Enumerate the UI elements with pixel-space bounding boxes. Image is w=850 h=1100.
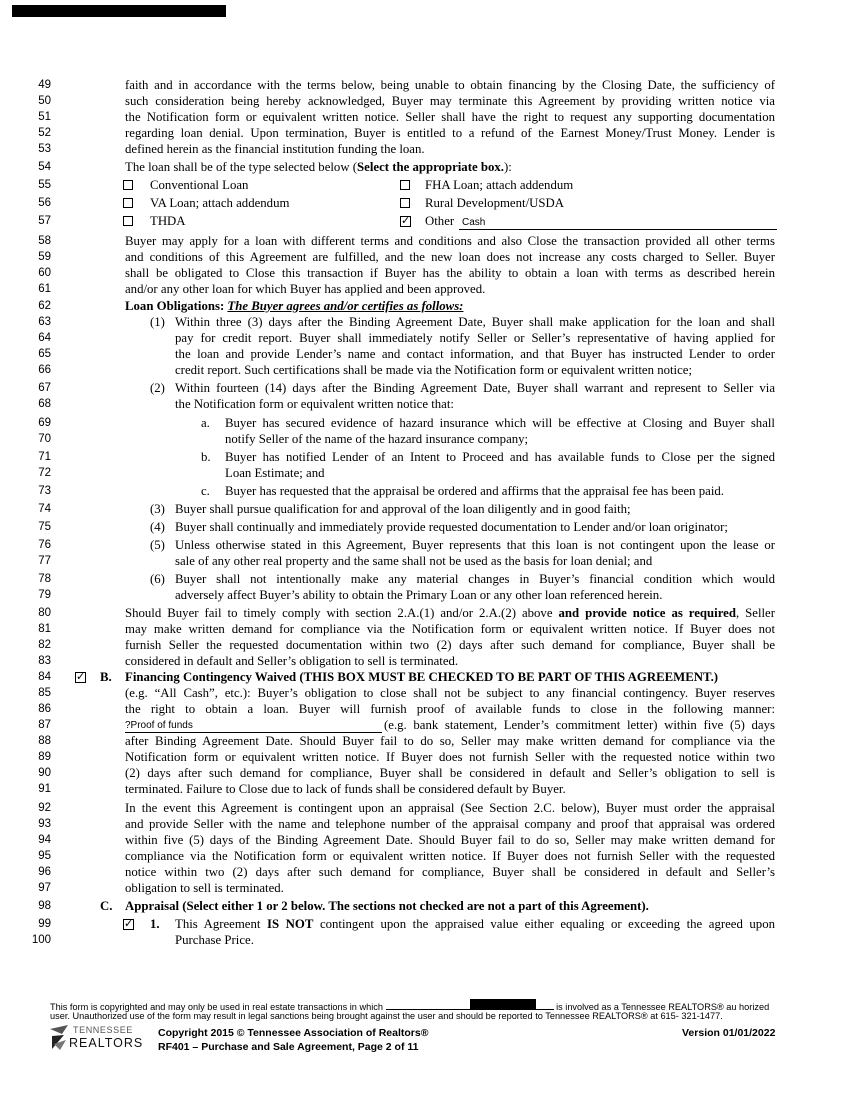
text-line: credit report. Such certifications shall be made via the Notification form or equivalent written notice;	[175, 363, 693, 377]
text-line: (e.g. “All Cash”, etc.): Buyer’s obligation to close shall not be subject to any financial contingency. Buyer reserves	[125, 686, 775, 700]
line-number: 81	[38, 623, 51, 635]
line-number: 80	[38, 607, 51, 619]
text-line: the Notification form or equivalent written notice. Seller shall have the right to request any supporting documentation	[125, 110, 775, 124]
text-line: faith and in accordance with the terms below, being unable to obtain financing by the Closing Date, the sufficiency of	[125, 78, 775, 92]
form-id-text: RF401 – Purchase and Sale Agreement, Page 2 of 11	[158, 1041, 419, 1053]
text-line: Buyer has requested that the appraisal be ordered and affirms that the appraisal fee has been paid.	[225, 484, 724, 498]
footer-notice-line-2: user. Unauthorized use of the form may result in legal sanctions being brought against the user and should be reported to Tennessee REALTORS® at 615- 321-1477.	[50, 1011, 723, 1021]
section-b-title: Financing Contingency Waived (THIS BOX MUST BE CHECKED TO BE PART OF THIS AGREEMENT.)	[125, 670, 719, 684]
text-line: the Notification form or equivalent written notice that:	[175, 397, 454, 411]
fail-comply-bold: and provide notice as required	[558, 606, 736, 620]
text-line: and/or any other loan for which Buyer has applied and been approved.	[125, 282, 486, 296]
rural-development-checkbox[interactable]	[400, 198, 410, 208]
line-number: 74	[38, 503, 51, 515]
line-number: 71	[38, 451, 51, 463]
text-line: Buyer has secured evidence of hazard insurance which will be effective at Closing and Buyer shall	[225, 416, 775, 430]
logo-text-top: TENNESSEE	[73, 1025, 133, 1035]
text-line: notice within two (2) days after such demand for compliance, Buyer shall be considered in default and Seller’s	[125, 865, 775, 879]
text-line: (e.g. bank statement, Lender’s commitment letter) within five (5) days	[384, 718, 775, 732]
text-line: In the event this Agreement is contingent upon an appraisal (See Section 2.C. below), Buyer must order the appraisal	[125, 801, 775, 815]
list-marker: (3)	[150, 502, 165, 516]
text-line: terminated. Failure to Close due to lack of funds shall be considered default by Buyer.	[125, 782, 566, 796]
text-line: Buyer shall not intentionally make any material changes in Buyer’s financial condition which would	[175, 572, 775, 586]
text-line: the loan and provide Lender’s name and contact information, and that Buyer has instructed Lender to order	[175, 347, 775, 361]
thda-label: THDA	[150, 214, 186, 228]
loan-type-intro-bold: Select the appropriate box.	[357, 160, 504, 174]
proof-of-funds-field[interactable]: ?Proof of funds	[125, 720, 193, 731]
text-line: Notification form or equivalent written notice. If Buyer does not furnish Seller with the requested notice within two	[125, 750, 775, 764]
footer-notice-text-b: is involved as a Tennessee REALTORS® au horized	[556, 1002, 770, 1012]
line-number: 83	[38, 655, 51, 667]
line-number: 76	[38, 539, 51, 551]
line-number: 90	[38, 767, 51, 779]
line-number: 94	[38, 834, 51, 846]
line-number: 91	[38, 783, 51, 795]
other-loan-value[interactable]: Cash	[462, 217, 486, 228]
text-line: regarding loan denial. Upon termination, Buyer is entitled to a refund of the Earnest Money/Trust Money. Lender is	[125, 126, 775, 140]
logo-text-bottom: REALTORS	[69, 1036, 144, 1050]
text-line: Buyer may apply for a loan with different terms and conditions and also Close the transaction provided all other terms	[125, 234, 775, 248]
list-marker: (6)	[150, 572, 165, 586]
list-marker: (5)	[150, 538, 165, 552]
line-number: 52	[38, 127, 51, 139]
thda-checkbox[interactable]	[123, 216, 133, 226]
text-line: Buyer has notified Lender of an Intent to Proceed and has available funds to Close per the signed	[225, 450, 775, 464]
line-number: 64	[38, 332, 51, 344]
text-line: defined herein as the financial institution funding the loan.	[125, 142, 425, 156]
redaction-bar-top	[12, 5, 226, 17]
text-line: the right to obtain a loan. Buyer will furnish proof of available funds to close in the following manner:	[125, 702, 775, 716]
list-marker: (4)	[150, 520, 165, 534]
line-number: 92	[38, 802, 51, 814]
line-number: 78	[38, 573, 51, 585]
version-text: Version 01/01/2022	[682, 1027, 776, 1039]
footer-notice-text-a: This form is copyrighted and may only be used in real estate transactions in which	[50, 1002, 383, 1012]
other-loan-label: Other	[425, 214, 455, 228]
text-line: Within three (3) days after the Binding Agreement Date, Buyer shall make application for the loan and shall	[175, 315, 775, 329]
financing-waived-checkbox[interactable]: ✓	[76, 670, 86, 683]
line-number: 62	[38, 300, 51, 312]
text-line: adversely affect Buyer’s ability to obtain the Primary Loan or any other loan referenced herein.	[175, 588, 663, 602]
text-line: may make written demand for compliance via the Notification form or equivalent written notice. If Buyer does not	[125, 622, 775, 636]
conventional-loan-label: Conventional Loan	[150, 178, 249, 192]
section-c-title: Appraisal (Select either 1 or 2 below. The sections not checked are not a part of this Agreement).	[125, 899, 649, 913]
footer-blank-line	[386, 1000, 554, 1010]
text-line: This Agreement IS NOT contingent upon the appraised value either equaling or exceeding the agreed upon	[175, 917, 776, 931]
line-number: 95	[38, 850, 51, 862]
line-number: 61	[38, 283, 51, 295]
line-number: 96	[38, 866, 51, 878]
copyright-text: Copyright 2015 © Tennessee Association of Realtors®	[158, 1027, 429, 1039]
appraisal-option-1-checkbox[interactable]: ✓	[124, 917, 134, 930]
fail-comply-text: Should Buyer fail to timely comply with section 2.A.(1) and/or 2.A.(2) above	[125, 606, 559, 620]
line-number: 51	[38, 111, 51, 123]
text-line: obligation to sell is terminated.	[125, 881, 284, 895]
option-number: 1.	[150, 917, 160, 931]
text-line: (2) days after such demand for compliance, Buyer shall be considered in default and Seller’s obligation to sell is	[125, 766, 775, 780]
text-line: sale of any other real property and the same shall not be used as the basis for loan denial; and	[175, 554, 653, 568]
line-number: 70	[38, 433, 51, 445]
line-number: 72	[38, 467, 51, 479]
text-line: notify Seller of the name of the hazard insurance company;	[225, 432, 529, 446]
line-number: 98	[38, 900, 51, 912]
line-number: 56	[38, 197, 51, 209]
loan-obligations-subheading: The Buyer agrees and/or certifies as follows:	[227, 299, 464, 313]
text-line: Purchase Price.	[175, 933, 254, 947]
line-number: 54	[38, 161, 51, 173]
line-number: 60	[38, 267, 51, 279]
text-line: after Binding Agreement Date. Should Buyer fail to do so, Seller may make written demand for compliance via the	[125, 734, 775, 748]
other-loan-checkbox[interactable]: ✓	[401, 214, 411, 227]
line-number: 66	[38, 364, 51, 376]
line-number: 97	[38, 882, 51, 894]
line-number: 84	[38, 671, 51, 683]
line-number: 58	[38, 235, 51, 247]
loan-type-intro	[125, 159, 512, 175]
other-loan-underline	[459, 229, 777, 230]
text-line: compliance via the Notification form or equivalent written notice. If Buyer does not furnish Seller with the requested	[125, 849, 775, 863]
line-number: 49	[38, 79, 51, 91]
loan-type-intro-text: The loan shall be of the type selected below (	[125, 160, 358, 174]
text-line: and conditions of this Agreement are fulfilled, and the new loan does not increase any costs charged to Seller. Buyer	[125, 250, 775, 264]
loan-obligations-colon: :	[219, 299, 228, 313]
line-number: 63	[38, 316, 51, 328]
text-line	[125, 605, 775, 621]
redaction-bar-footer	[470, 999, 536, 1009]
text-line: Buyer shall continually and immediately provide requested documentation to Lender and/or loan originator;	[175, 520, 728, 534]
conventional-loan-checkbox[interactable]	[123, 180, 133, 190]
line-number: 79	[38, 589, 51, 601]
text-line: furnish Seller the requested documentation within two (2) days after such demand for compliance, Buyer shall be	[125, 638, 775, 652]
line-number: 69	[38, 417, 51, 429]
line-number: 86	[38, 703, 51, 715]
text-line: Within fourteen (14) days after the Binding Agreement Date, Buyer shall warrant and represent to Seller via	[175, 381, 775, 395]
rural-development-label: Rural Development/USDA	[425, 196, 564, 210]
text-line: Buyer shall pursue qualification for and approval of the loan diligently and in good faith;	[175, 502, 631, 516]
text-line: Loan Estimate; and	[225, 466, 325, 480]
line-number: 88	[38, 735, 51, 747]
section-letter: B.	[100, 670, 112, 684]
line-number: 89	[38, 751, 51, 763]
list-marker: b.	[201, 450, 211, 464]
va-loan-label: VA Loan; attach addendum	[150, 196, 290, 210]
tennessee-realtors-logo	[50, 1024, 144, 1052]
text-line: shall be obligated to Close this transaction if Buyer has the ability to obtain a loan with terms as described herein	[125, 266, 775, 280]
text-line: such consideration being hereby acknowledged, Buyer may terminate this Agreement by providing written notice via	[125, 94, 775, 108]
text-line: within five (5) days of the Binding Agreement Date. Should Buyer fail to do so, Seller may make written demand for	[125, 833, 775, 847]
line-number: 77	[38, 555, 51, 567]
list-marker: c.	[201, 484, 210, 498]
line-number: 99	[38, 918, 51, 930]
fha-loan-checkbox[interactable]	[400, 180, 410, 190]
line-number: 53	[38, 143, 51, 155]
loan-obligations-label: Loan Obligations	[125, 299, 220, 313]
line-number: 59	[38, 251, 51, 263]
line-number: 67	[38, 382, 51, 394]
list-marker: (2)	[150, 381, 165, 395]
list-marker: a.	[201, 416, 210, 430]
text-line: Unless otherwise stated in this Agreement, Buyer represents that this loan is not contingent upon the lease or	[175, 538, 775, 552]
loan-obligations-heading	[125, 298, 463, 314]
line-number: 55	[38, 179, 51, 191]
line-number: 65	[38, 348, 51, 360]
text-line: pay for credit report. Buyer shall immediately notify Seller or Seller’s representative of having applied for	[175, 331, 775, 345]
line-number: 73	[38, 485, 51, 497]
line-number: 100	[31, 934, 51, 946]
realtors-logo-icon	[50, 1025, 70, 1051]
line-number: 50	[38, 95, 51, 107]
va-loan-checkbox[interactable]	[123, 198, 133, 208]
fha-loan-label: FHA Loan; attach addendum	[425, 178, 574, 192]
text-line: and provide Seller with the name and telephone number of the appraisal company and proof that appraisal was ordered	[125, 817, 775, 831]
line-number: 57	[38, 215, 51, 227]
line-number: 82	[38, 639, 51, 651]
line-number: 93	[38, 818, 51, 830]
list-marker: (1)	[150, 315, 165, 329]
fail-comply-end: , Seller	[735, 606, 775, 620]
loan-type-intro-end: ):	[503, 160, 512, 174]
line-number: 87	[38, 719, 51, 731]
text-line: considered in default and Seller’s obligation to sell is terminated.	[125, 654, 459, 668]
line-number: 68	[38, 398, 51, 410]
section-letter: C.	[100, 899, 113, 913]
line-number: 75	[38, 521, 51, 533]
line-number: 85	[38, 687, 51, 699]
